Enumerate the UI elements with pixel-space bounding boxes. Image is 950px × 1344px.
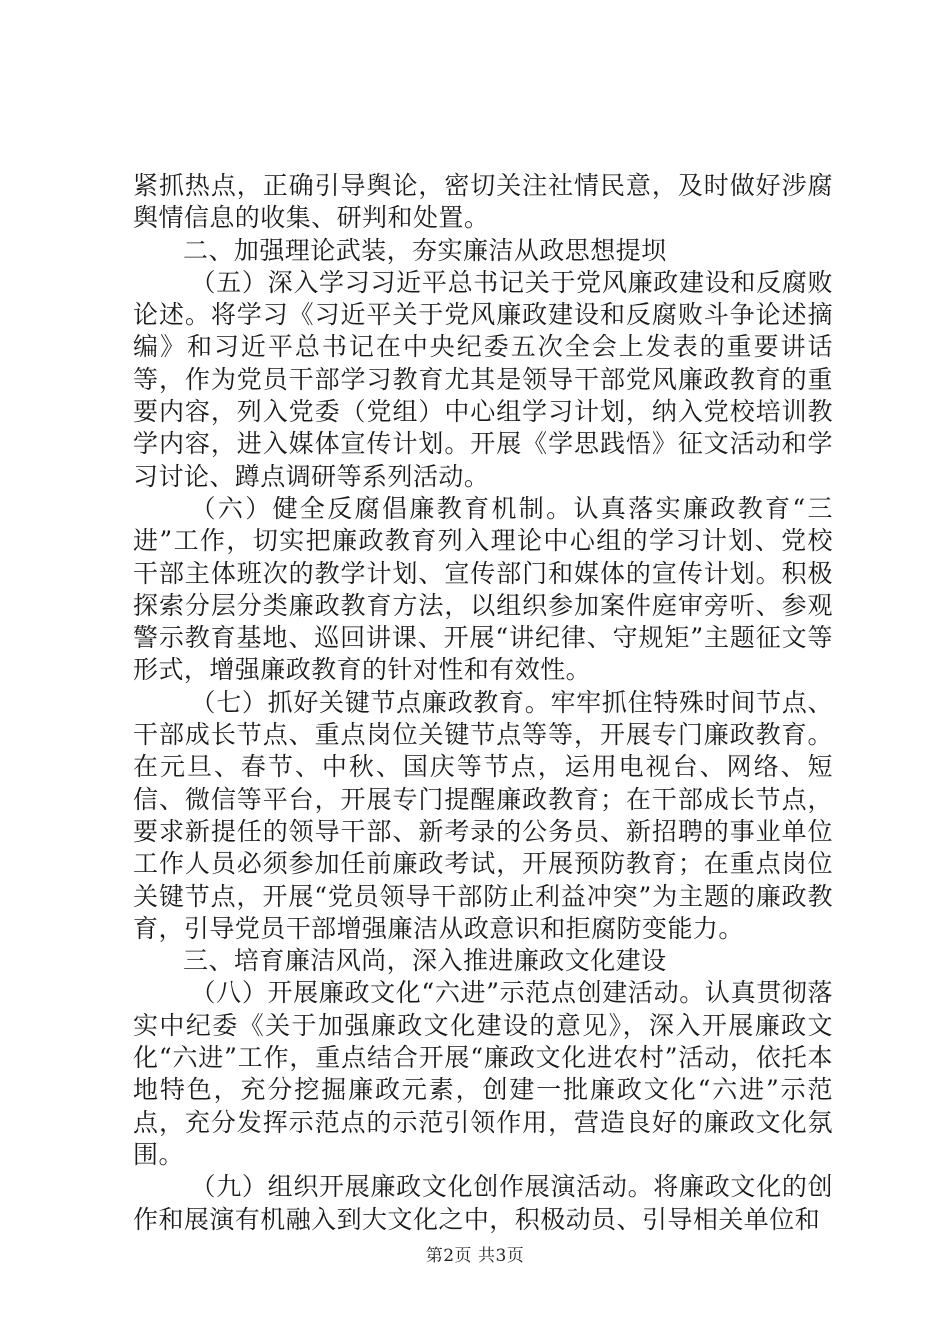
paragraph-item-9: （九）组织开展廉政文化创作展演活动。将廉政文化的创作和展演有机融入到大文化之中，积极动员、引导相关单位和 (133, 1172, 833, 1234)
paragraph-item-8: （八）开展廉政文化“六进”示范点创建活动。认真贯彻落实中纪委《关于加强廉政文化建设的意见》，深入开展廉政文化“六进”工作，重点结合开展“廉政文化进农村”活动，依托本地特色，充分挖掘廉政元素，创建一批廉政文化“六进”示范点，充分发挥示范点的示范引领作用，营造良好的廉政文化氛围。 (133, 978, 833, 1169)
page-number-footer: 第2页 共3页 (425, 1246, 525, 1266)
paragraph-item-5: （五）深入学习习近平总书记关于党风廉政建设和反腐败论述。将学习《习近平关于党风廉政建设和反腐败斗争论述摘编》和习近平总书记在中央纪委五次全会上发表的重要讲话等，作为党员干部学习教育尤其是领导干部党风廉政教育的重要内容，列入党委（党组）中心组学习计划，纳入党校培训教学内容，进入媒体宣传计划。开展《学思践悟》征文活动和学习讨论、蹲点调研等系列活动。 (133, 267, 833, 491)
document-body (133, 170, 833, 1236)
section-heading-3: 三、培育廉洁风尚，深入推进廉政文化建设 (183, 946, 667, 976)
section-heading-2: 二、加强理论武装，夯实廉洁从政思想提坝 (183, 235, 667, 265)
paragraph-item-7: （七）抓好关键节点廉政教育。牢牢抓住特殊时间节点、干部成长节点、重点岗位关键节点等等，开展专门廉政教育。在元旦、春节、中秋、国庆等节点，运用电视台、网络、短信、微信等平台，开展专门提醒廉政教育；在干部成长节点，要求新提任的领导干部、新考录的公务员、新招聘的事业单位工作人员必须参加任前廉政考试，开展预防教育；在重点岗位关键节点，开展“党员领导干部防止利益冲突”为主题的廉政教育，引导党员干部增强廉洁从政意识和拒腐防变能力。 (133, 687, 833, 943)
paragraph-item-6: （六）健全反腐倡廉教育机制。认真落实廉政教育“三进”工作，切实把廉政教育列入理论中心组的学习计划、党校干部主体班次的教学计划、宣传部门和媒体的宣传计划。积极探索分层分类廉政教育方法，以组织参加案件庭审旁听、参观警示教育基地、巡回讲课、开展“讲纪律、守规矩”主题征文等形式，增强廉政教育的针对性和有效性。 (133, 493, 833, 685)
paragraph-continuation: 紧抓热点，正确引导舆论，密切关注社情民意，及时做好涉腐舆情信息的收集、研判和处置。 (133, 171, 833, 233)
